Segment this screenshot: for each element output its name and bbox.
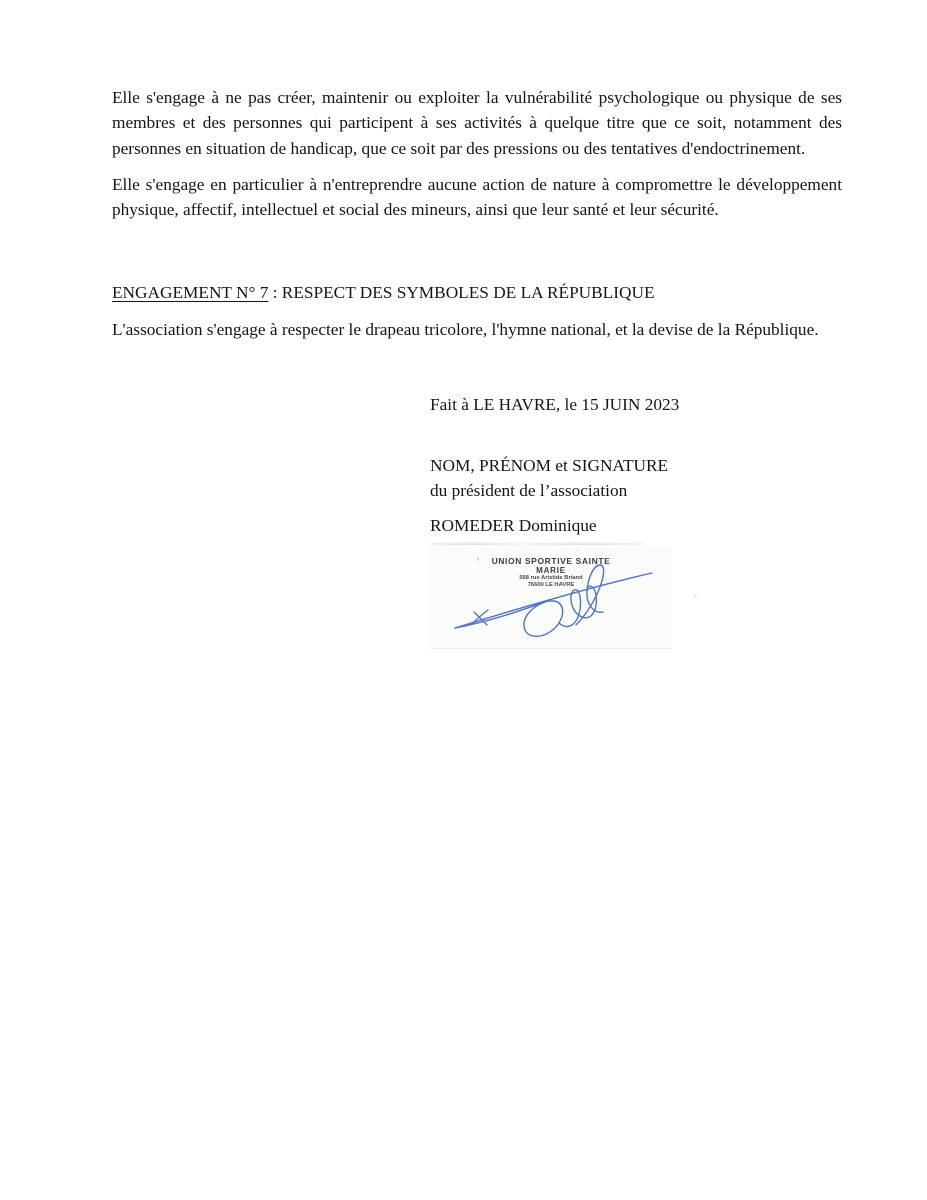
signature-label-line1: NOM, PRÉNOM et SIGNATURE: [430, 456, 669, 475]
stamp-address-line1: 568 rue Aristide Briand: [519, 575, 583, 581]
engagement-7-heading: [112, 280, 872, 305]
heading-rest-part: : RESPECT DES SYMBOLES DE LA RÉPUBLIQUE: [268, 283, 655, 302]
scan-speck: [694, 595, 697, 597]
stamp-org-line1: UNION SPORTIVE SAINTE: [491, 556, 611, 566]
president-name: ROMEDER Dominique: [430, 516, 597, 535]
paragraph-symbols-clause: L'association s'engage à respecter le drapeau tricolore, l'hymne national, et la devise de la République.: [112, 320, 819, 339]
paragraph-minors-clause: Elle s'engage en particulier à n'entreprendre aucune action de nature à compromettre le développement physique, affectif, intellectuel et social des mineurs, ainsi que leur santé et leur sécurité.: [112, 175, 842, 220]
stamp-org-line2: MARIE: [536, 566, 566, 575]
signature-label: [430, 453, 668, 504]
scan-speck: [477, 557, 479, 561]
scan-speck: [576, 549, 578, 551]
date-place-line: Fait à LE HAVRE, le 15 JUIN 2023: [430, 395, 680, 414]
signature-label-line2: du président de l’association: [430, 481, 628, 501]
stamp-address-line2: 76600 LE HAVRE: [527, 581, 575, 588]
signature-image: [430, 545, 672, 649]
paragraph-vulnerability-clause: Elle s'engage à ne pas créer, maintenir ou exploiter la vulnérabilité psychologique ou physique de ses membres et des personnes qui participent à ses activités à quelque titre que ce soit, notamment des personnes en situation de handicap, que ce soit par des pressions ou des tentatives d'endoctrinement.: [112, 88, 842, 158]
heading-underlined-part: ENGAGEMENT N° 7: [112, 283, 269, 302]
handwritten-signature-icon: [430, 545, 672, 648]
